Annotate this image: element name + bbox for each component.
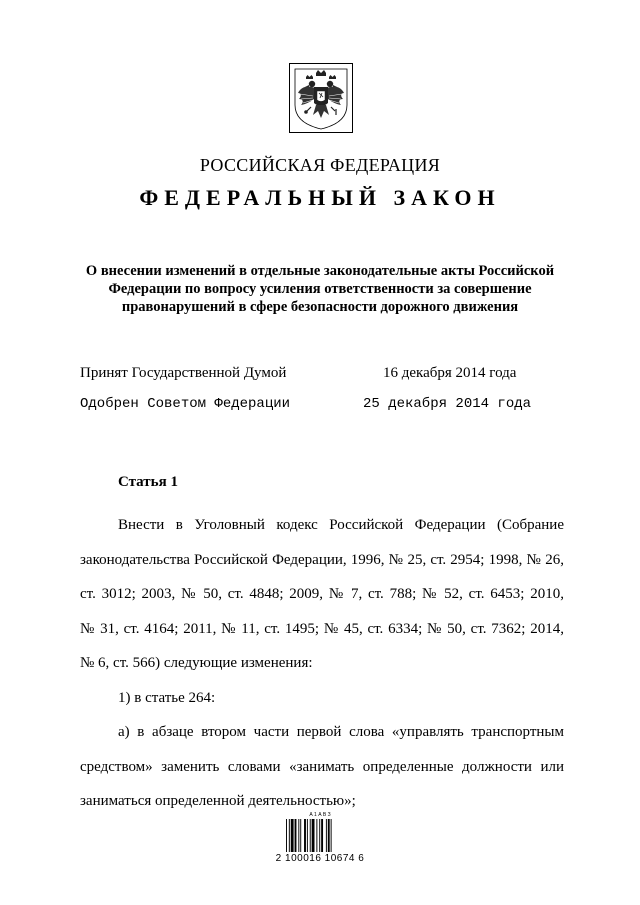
- law-type-heading: ФЕДЕРАЛЬНЫЙ ЗАКОН: [139, 185, 501, 210]
- barcode-top-code: А 1 А В З: [309, 812, 331, 818]
- barcode-bars: [286, 819, 354, 852]
- paragraph-line: 1) в статье 264:: [118, 689, 216, 706]
- paragraph-line: а) в абзаце втором части первой слова «управлять транспортным: [118, 724, 564, 740]
- law-title: [70, 262, 570, 316]
- duma-adoption-date: 16 декабря 2014 года: [383, 365, 517, 381]
- council-approval-date: 25 декабря 2014 года: [363, 396, 532, 412]
- article-heading: Статья 1: [118, 474, 178, 490]
- paragraph-line: № 31, ст. 4164; 2011, № 11, ст. 1495; № 45, ст. 6334; № 50, ст. 7362; 2014,: [80, 620, 564, 637]
- barcode: [275, 812, 365, 864]
- law-title-line: О внесении изменений в отдельные законодательные акты Российской: [85, 263, 555, 279]
- duma-adoption-label: Принят Государственной Думой: [80, 365, 287, 381]
- paragraph-line: Внести в Уголовный кодекс Российской Федерации (Собрание: [118, 517, 564, 533]
- paragraph-line: ст. 3012; 2003, № 50, ст. 4848; 2009, № 7, ст. 788; № 52, ст. 6453; 2010,: [80, 586, 564, 602]
- paragraph-line: заниматься определенной деятельностью»;: [80, 793, 356, 809]
- article-body: [80, 508, 564, 819]
- paragraph-line: № 6, ст. 566) следующие изменения:: [80, 655, 313, 671]
- law-title-line: правонарушений в сфере безопасности дорожного движения: [121, 299, 519, 315]
- coat-of-arms-icon: [289, 63, 353, 133]
- paragraph-line: средством» заменить словами «занимать определенные должности или: [80, 758, 564, 775]
- barcode-number: 2 100016 10674 6: [275, 853, 365, 864]
- country-name: РОССИЙСКАЯ ФЕДЕРАЦИЯ: [199, 155, 441, 175]
- council-approval-label: Одобрен Советом Федерации: [80, 396, 291, 412]
- paragraph-line: законодательства Российской Федерации, 1996, № 25, ст. 2954; 1998, № 26,: [80, 551, 564, 568]
- law-title-line: Федерации по вопросу усиления ответственности за совершение: [108, 281, 532, 297]
